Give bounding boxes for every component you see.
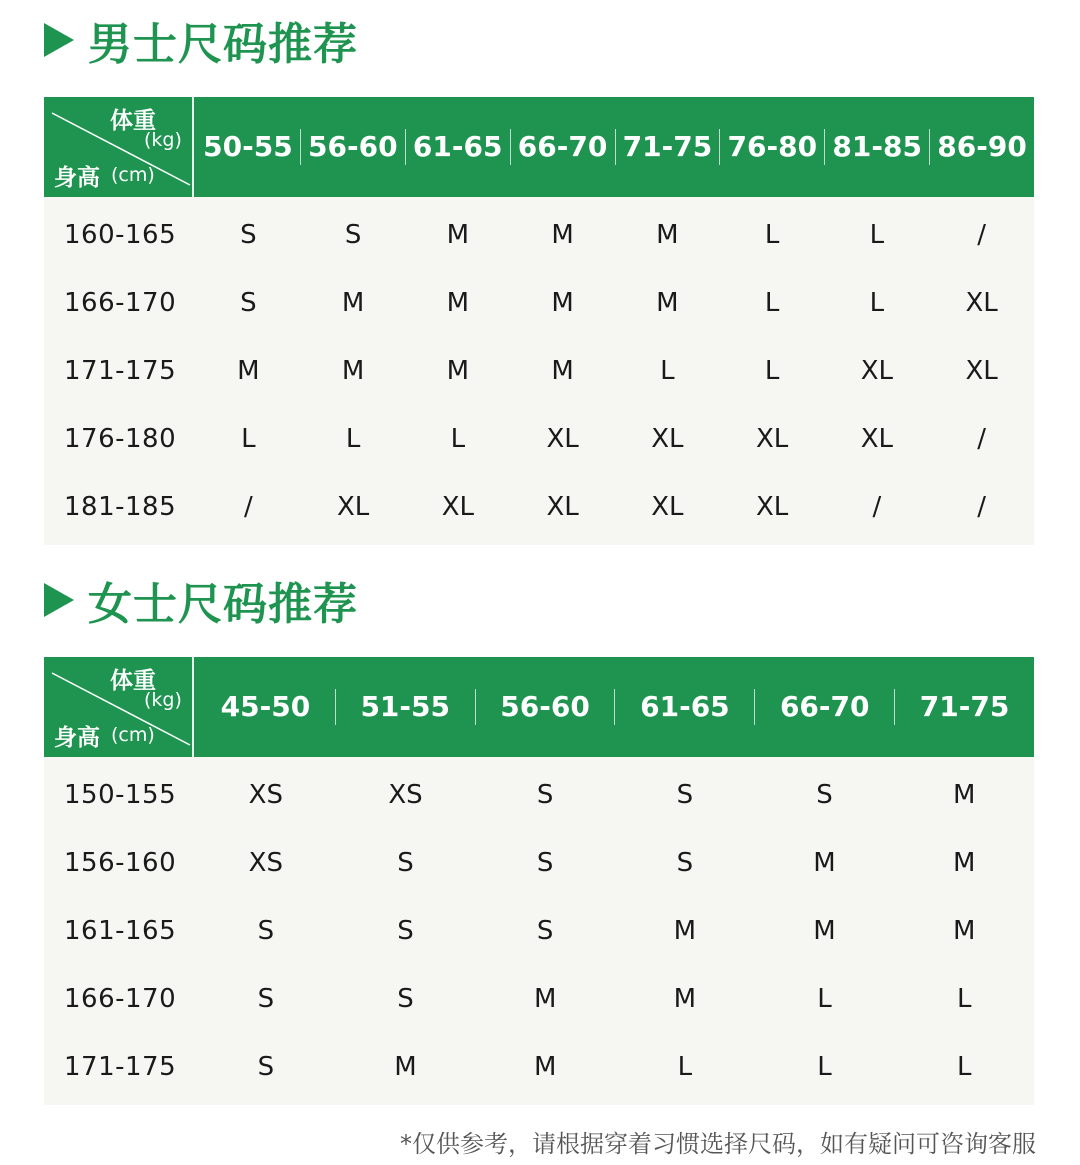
women-size-table [44,657,1034,1105]
men-weight-columns [196,97,1034,197]
size-cell: S [536,780,554,810]
size-cell: L [817,1052,832,1082]
size-cell: XL [965,356,998,386]
table-row [44,1033,1034,1101]
size-cell: XS [248,848,283,878]
men-table-header [44,97,1034,197]
disclaimer-note: *仅供参考，请根据穿着习惯选择尺码，如有疑问可咨询客服 [400,1130,1036,1158]
size-cell: S [676,780,694,810]
weight-column-header: 66-70 [754,689,894,725]
men-corner-cell [44,97,194,197]
size-cell: L [869,220,885,250]
size-cell: S [676,848,694,878]
height-row-label: 181-185 [64,492,177,522]
size-cell: M [656,220,679,250]
size-cell: L [764,356,780,386]
size-cell: M [813,848,836,878]
women-weight-columns [196,657,1034,757]
height-row-label: 176-180 [64,424,177,454]
size-cell: S [397,848,414,878]
size-cell: XL [860,356,894,386]
size-cell: XS [388,780,423,810]
size-cell: M [952,848,976,878]
weight-column-header: 76-80 [719,129,824,165]
size-cell: / [872,492,882,522]
size-cell: / [977,492,986,522]
women-table-header [44,657,1034,757]
size-cell: M [394,1052,417,1082]
size-cell: M [813,916,836,946]
weight-column-header: 61-65 [405,129,510,165]
size-cell: / [977,220,986,250]
men-section-title [44,10,358,70]
weight-column-header: 51-55 [335,689,475,725]
table-row [44,897,1034,965]
size-cell: M [341,356,365,386]
size-cell: XL [860,424,894,454]
size-cell: L [241,424,256,454]
size-cell: M [446,356,470,386]
height-row-label: 156-160 [64,848,177,878]
height-row-label: 166-170 [64,288,177,318]
size-cell: M [551,220,574,250]
size-cell: XL [336,492,370,522]
size-cell: L [450,424,466,454]
women-section-title [44,570,358,630]
table-row [44,473,1034,541]
women-corner-cell [44,657,194,757]
height-row-label: 166-170 [64,984,177,1014]
size-cell: M [533,984,557,1014]
height-unit: (cm) [111,164,155,186]
size-cell: S [536,848,554,878]
size-cell: S [257,984,275,1014]
size-cell: S [240,288,257,318]
size-cell: S [240,220,257,250]
size-cell: L [764,220,780,250]
weight-column-header: 50-55 [203,130,293,163]
weight-label: 体重 [110,668,156,694]
weight-column-header: 71-75 [894,689,1034,725]
size-cell: S [816,780,833,810]
size-cell: XL [651,492,684,522]
size-cell: L [869,288,885,318]
play-arrow-icon [44,583,74,617]
size-cell: M [341,288,365,318]
women-table-body [44,757,1034,1105]
size-cell: XL [546,492,579,522]
size-cell: XL [546,424,579,454]
height-unit: (cm) [111,724,155,746]
weight-label: 体重 [110,108,156,134]
height-row-label: 161-165 [64,916,177,946]
size-cell: XS [248,780,283,810]
size-cell: L [764,288,780,318]
weight-column-header: 61-65 [614,689,754,725]
size-cell: S [344,220,362,250]
height-label: 身高 [54,165,100,191]
weight-column-header: 56-60 [300,129,405,165]
men-size-table [44,97,1034,545]
size-cell: XL [651,424,684,454]
size-cell: S [257,1052,275,1082]
women-title-text: 女士尺码推荐 [88,579,358,630]
weight-unit: (kg) [144,129,182,151]
size-cell: XL [441,492,475,522]
size-cell: M [446,220,470,250]
table-row [44,965,1034,1033]
weight-column-header: 45-50 [220,690,311,723]
size-cell: XL [965,288,998,318]
table-row [44,761,1034,829]
size-cell: L [677,1052,693,1082]
size-cell: M [551,288,574,318]
size-cell: M [533,1052,557,1082]
weight-column-header: 81-85 [824,129,929,165]
size-cell: M [446,288,470,318]
table-row [44,829,1034,897]
weight-column-header: 86-90 [929,129,1034,165]
size-cell: M [551,356,574,386]
size-cell: L [817,984,832,1014]
size-cell: M [952,916,976,946]
table-row [44,405,1034,473]
size-cell: M [237,356,260,386]
size-cell: M [656,288,679,318]
table-row [44,337,1034,405]
size-cell: M [673,916,697,946]
size-cell: XL [755,492,789,522]
size-cell: L [956,984,972,1014]
height-row-label: 160-165 [64,220,177,250]
size-cell: / [243,492,253,522]
weight-column-header: 71-75 [615,129,720,165]
size-cell: M [673,984,697,1014]
size-cell: S [536,916,554,946]
height-row-label: 171-175 [64,356,177,386]
size-cell: M [952,780,976,810]
size-cell: S [397,916,414,946]
weight-column-header: 56-60 [475,689,615,725]
size-cell: L [660,356,675,386]
height-row-label: 171-175 [64,1052,177,1082]
height-label: 身高 [54,725,100,751]
weight-unit: (kg) [144,689,182,711]
table-row [44,269,1034,337]
size-cell: S [397,984,414,1014]
men-title-text: 男士尺码推荐 [88,19,358,70]
size-cell: L [956,1052,972,1082]
size-cell: L [345,424,361,454]
size-cell: S [257,916,275,946]
size-cell: / [977,424,986,454]
play-arrow-icon [44,23,74,57]
size-cell: XL [755,424,789,454]
weight-column-header: 66-70 [510,129,615,165]
height-row-label: 150-155 [64,780,177,810]
table-row [44,201,1034,269]
men-table-body [44,197,1034,545]
